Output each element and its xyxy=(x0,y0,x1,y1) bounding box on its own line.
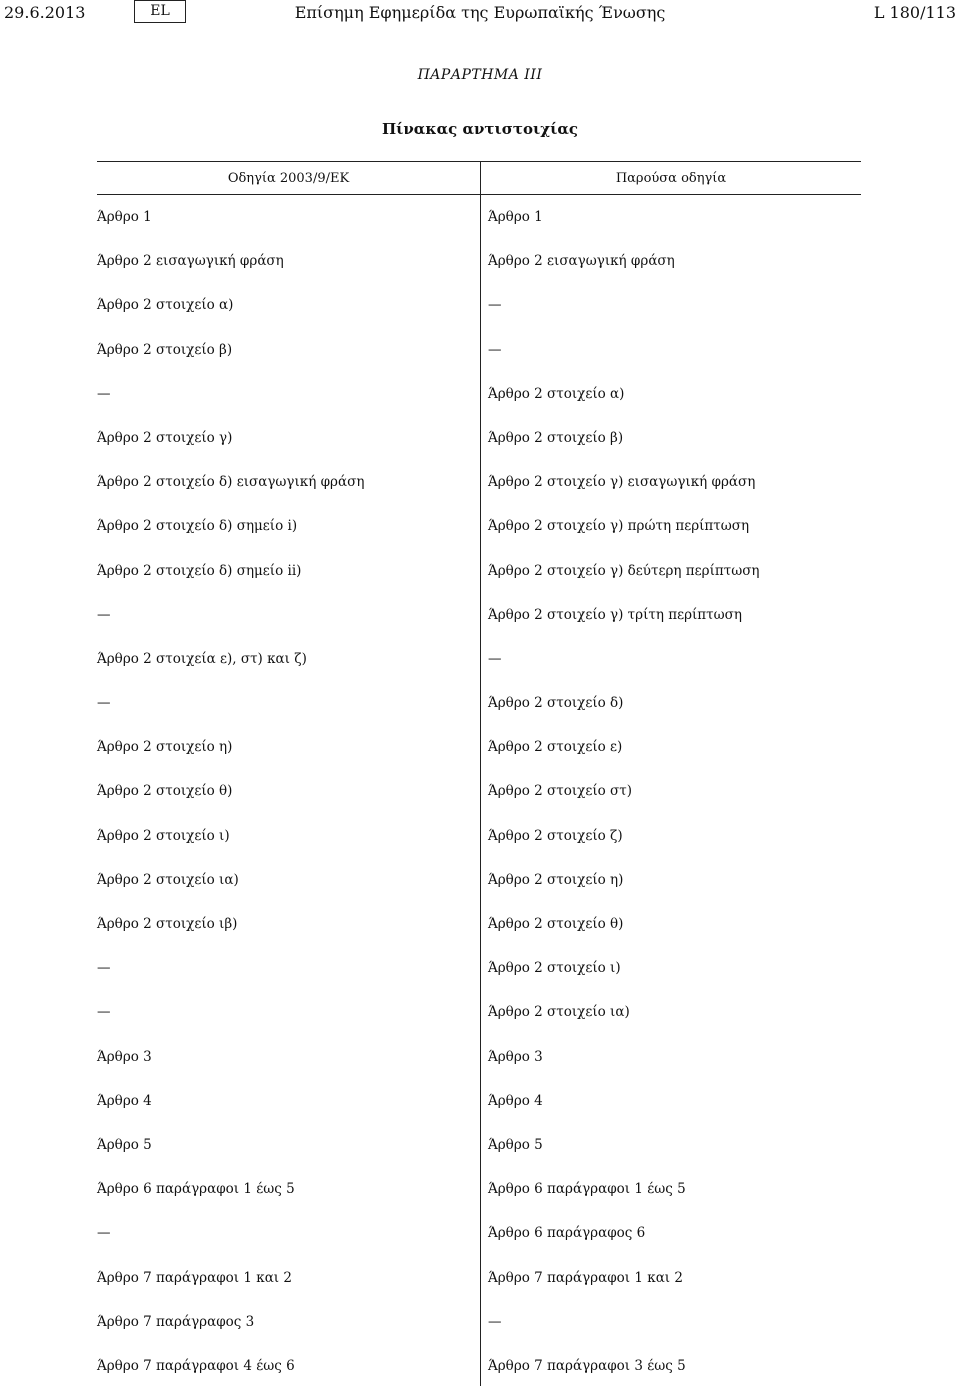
language-badge: EL xyxy=(134,0,186,23)
new-directive-cell: — xyxy=(488,297,502,314)
page-header xyxy=(0,0,960,30)
table-row xyxy=(97,780,861,824)
new-directive-cell: — xyxy=(488,341,502,358)
new-directive-cell: Άρθρο 2 στοιχείο ζ) xyxy=(488,827,623,844)
new-directive-cell: Άρθρο 2 στοιχείο ε) xyxy=(488,739,623,756)
column-header-old-directive: Οδηγία 2003/9/ΕΚ xyxy=(227,171,350,186)
old-directive-cell: Άρθρο 2 στοιχείο δ) σημείο ii) xyxy=(97,562,302,579)
correlation-table-body xyxy=(97,206,861,1399)
old-directive-cell: — xyxy=(97,606,111,623)
old-directive-cell: Άρθρο 7 παράγραφοι 4 έως 6 xyxy=(97,1357,295,1374)
table-row xyxy=(97,604,861,648)
table-row xyxy=(97,648,861,692)
old-directive-cell: — xyxy=(97,385,111,402)
new-directive-cell: Άρθρο 2 στοιχείο ι) xyxy=(488,960,621,977)
table-row xyxy=(97,1090,861,1134)
table-row xyxy=(97,1178,861,1222)
new-directive-cell: Άρθρο 1 xyxy=(488,209,543,225)
new-directive-cell: Άρθρο 2 στοιχείο β) xyxy=(488,429,624,446)
table-row xyxy=(97,1222,861,1266)
new-directive-cell: — xyxy=(488,650,502,667)
old-directive-cell: Άρθρο 7 παράγραφος 3 xyxy=(97,1313,255,1330)
publication-date: 29.6.2013 xyxy=(4,3,86,22)
journal-title: Επίσημη Εφημερίδα της Ευρωπαϊκής Ένωσης xyxy=(294,3,666,22)
table-row xyxy=(97,339,861,383)
old-directive-cell: Άρθρο 2 στοιχεία ε), στ) και ζ) xyxy=(97,650,307,667)
old-directive-cell: Άρθρο 2 στοιχείο ι) xyxy=(97,827,230,844)
table-row xyxy=(97,515,861,559)
old-directive-cell: — xyxy=(97,1004,111,1021)
page-reference: L 180/113 xyxy=(873,3,956,22)
table-row xyxy=(97,1267,861,1311)
old-directive-cell: Άρθρο 2 στοιχείο η) xyxy=(97,739,233,756)
old-directive-cell: — xyxy=(97,1225,111,1242)
new-directive-cell: — xyxy=(488,1313,502,1330)
table-top-rule xyxy=(97,161,861,162)
table-row xyxy=(97,736,861,780)
new-directive-cell: Άρθρο 2 στοιχείο η) xyxy=(488,871,624,888)
new-directive-cell: Άρθρο 2 στοιχείο γ) εισαγωγική φράση xyxy=(488,474,756,491)
new-directive-cell: Άρθρο 7 παράγραφοι 3 έως 5 xyxy=(488,1357,686,1374)
old-directive-cell: Άρθρο 2 στοιχείο β) xyxy=(97,341,233,358)
old-directive-cell: Άρθρο 2 στοιχείο δ) εισαγωγική φράση xyxy=(97,474,365,491)
old-directive-cell: Άρθρο 7 παράγραφοι 1 και 2 xyxy=(97,1269,292,1286)
old-directive-cell: Άρθρο 2 εισαγωγική φράση xyxy=(97,253,284,270)
old-directive-cell: Άρθρο 2 στοιχείο δ) σημείο i) xyxy=(97,518,298,535)
old-directive-cell: Άρθρο 2 στοιχείο ια) xyxy=(97,871,239,888)
new-directive-cell: Άρθρο 3 xyxy=(488,1048,543,1065)
new-directive-cell: Άρθρο 2 στοιχείο θ) xyxy=(488,916,624,932)
table-row xyxy=(97,560,861,604)
old-directive-cell: Άρθρο 2 στοιχείο α) xyxy=(97,297,234,314)
table-row xyxy=(97,1311,861,1355)
table-row xyxy=(97,1046,861,1090)
old-directive-cell: Άρθρο 2 στοιχείο γ) xyxy=(97,429,233,446)
table-row xyxy=(97,294,861,338)
old-directive-cell: Άρθρο 2 στοιχείο ιβ) xyxy=(97,916,238,932)
old-directive-cell: Άρθρο 1 xyxy=(97,209,152,225)
new-directive-cell: Άρθρο 4 xyxy=(488,1092,543,1109)
table-row xyxy=(97,471,861,515)
new-directive-cell: Άρθρο 6 παράγραφος 6 xyxy=(488,1225,646,1242)
new-directive-cell: Άρθρο 2 στοιχείο στ) xyxy=(488,783,632,800)
table-row xyxy=(97,427,861,471)
new-directive-cell: Άρθρο 2 στοιχείο α) xyxy=(488,385,625,402)
new-directive-cell: Άρθρο 2 εισαγωγική φράση xyxy=(488,253,675,270)
new-directive-cell: Άρθρο 2 στοιχείο γ) τρίτη περίπτωση xyxy=(488,606,742,623)
new-directive-cell: Άρθρο 7 παράγραφοι 1 και 2 xyxy=(488,1269,683,1286)
table-title: Πίνακας αντιστοιχίας xyxy=(381,120,579,138)
table-row xyxy=(97,825,861,869)
table-row xyxy=(97,250,861,294)
column-header-new-directive: Παρούσα οδηγία xyxy=(615,171,727,186)
table-row xyxy=(97,206,861,250)
new-directive-cell: Άρθρο 6 παράγραφοι 1 έως 5 xyxy=(488,1181,686,1198)
table-row xyxy=(97,692,861,736)
table-header-rule xyxy=(97,194,861,195)
old-directive-cell: — xyxy=(97,695,111,712)
new-directive-cell: Άρθρο 2 στοιχείο γ) δεύτερη περίπτωση xyxy=(488,562,760,579)
new-directive-cell: Άρθρο 5 xyxy=(488,1136,543,1153)
old-directive-cell: Άρθρο 5 xyxy=(97,1136,152,1153)
old-directive-cell: Άρθρο 2 στοιχείο θ) xyxy=(97,783,233,800)
new-directive-cell: Άρθρο 2 στοιχείο δ) xyxy=(488,695,624,712)
old-directive-cell: Άρθρο 4 xyxy=(97,1092,152,1109)
table-row xyxy=(97,1355,861,1399)
table-row xyxy=(97,869,861,913)
new-directive-cell: Άρθρο 2 στοιχείο ια) xyxy=(488,1004,630,1021)
old-directive-cell: Άρθρο 3 xyxy=(97,1048,152,1065)
table-row xyxy=(97,957,861,1001)
table-row xyxy=(97,1134,861,1178)
annex-title: ΠΑΡΑΡΤΗΜΑ III xyxy=(417,67,543,83)
new-directive-cell: Άρθρο 2 στοιχείο γ) πρώτη περίπτωση xyxy=(488,518,750,535)
table-row xyxy=(97,383,861,427)
old-directive-cell: Άρθρο 6 παράγραφοι 1 έως 5 xyxy=(97,1181,295,1198)
table-row xyxy=(97,1001,861,1045)
table-row xyxy=(97,913,861,957)
old-directive-cell: — xyxy=(97,960,111,977)
